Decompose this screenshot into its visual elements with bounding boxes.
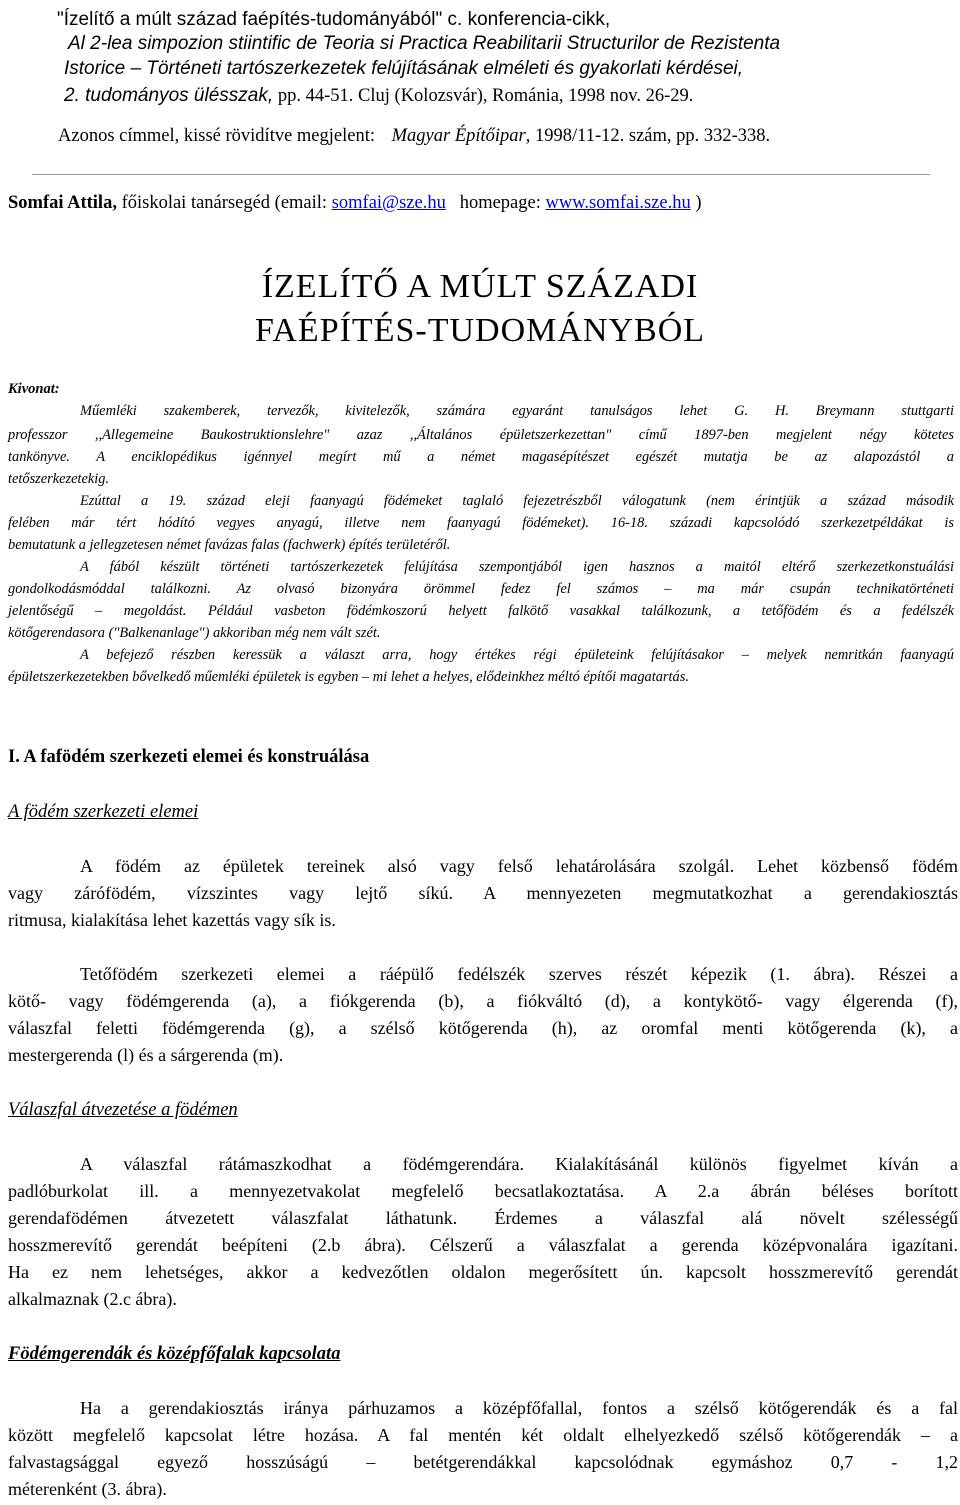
paragraph-line: gerendafödémen átvezetett válaszfalat láthatunk. Érdemes a válaszfal alá növelt szélességű bbox=[8, 1208, 958, 1228]
paragraph-line: padlóburkolat ill. a mennyezetvakolat megfelelő becsatlakoztatása. A 2.a ábrán béléses borított bbox=[8, 1181, 958, 1201]
paragraph-line: válaszfal feletti födémgerenda (g), a szélső kötőgerenda (h), az oromfal menti kötőgerenda (k), a bbox=[8, 1018, 958, 1038]
abstract-line: Műemléki szakemberek, tervezők, kivitelezők, számára egyaránt tanulságos lehet G. H. Breymann stuttgarti bbox=[80, 403, 954, 419]
header-divider bbox=[32, 174, 930, 175]
paragraph-line: ritmusa, kialakítása lehet kazettás vagy sík is. bbox=[8, 910, 336, 930]
abstract-line: bemutatunk a jellegzetesen német favázas falas (fachwerk) építés területéről. bbox=[8, 537, 451, 553]
abstract-line: Ezúttal a 19. század eleji faanyagú födémeket taglaló fejezetrészből válogatunk (nem érintjük a század második bbox=[80, 493, 954, 509]
subsection-heading: Válaszfal átvezetése a födémen bbox=[8, 1100, 238, 1120]
citation-venue: pp. 44-51. Cluj (Kolozsvár), Románia, 1998 nov. 26-29. bbox=[277, 86, 694, 106]
section-heading: I. A fafödém szerkezeti elemei és konstruálása bbox=[8, 747, 370, 767]
citation-line-2: Al 2-lea simpozion stiintific de Teoria si Practica Reabilitarii Structurilor de Rezistenta bbox=[68, 33, 781, 54]
abstract-line: jelentőségű – megoldást. Például vasbeton födémkoszorú helyett falkötő vasakkal találkozunk, a tetőfödém és a fedélszék bbox=[8, 603, 954, 619]
citation-line-3: Istorice – Történeti tartószerkezetek felújításának elméleti és gyakorlati kérdései, bbox=[64, 58, 744, 79]
paper-title-line-2: FAÉPÍTÉS-TUDOMÁNYBÓL bbox=[254, 312, 706, 349]
author-role: főiskolai tanársegéd (email: bbox=[116, 193, 332, 213]
journal-name: Magyar Építőipar bbox=[391, 126, 526, 146]
paragraph-line: vagy zárófödém, vízszintes vagy lejtő síkú. A mennyezeten megmutatkozhat a gerendakiosztás bbox=[8, 883, 958, 903]
abstract-line: felében már tért hódító vegyes anyagú, illetve nem faanyagú födémeket). 16-18. századi kapcsolódó szerkezetpéldákat is bbox=[8, 515, 954, 531]
author-line bbox=[8, 193, 702, 214]
republished-prefix: Azonos címmel, kissé rövidítve megjelent: bbox=[58, 126, 380, 146]
abstract-line: A fából készült történeti tartószerkezetek felújítása szempontjából igen hasznos a maitól eltérő szerkezetkonstuálási bbox=[80, 559, 954, 575]
republished-line bbox=[58, 126, 770, 147]
paragraph-line: Ha ez nem lehetséges, akkor a kedvezőtlen oldalon megerősített ún. kapcsolt hosszmerevítő gerendát bbox=[8, 1262, 958, 1282]
paragraph-line: hosszmerevítő gerendát beépíteni (2.b ábra). Célszerű a válaszfalat a gerenda középvonalára igazítani. bbox=[8, 1235, 958, 1255]
homepage-link[interactable]: www.somfai.sze.hu bbox=[545, 193, 691, 213]
paragraph-line: méterenként (3. ábra). bbox=[8, 1479, 167, 1499]
abstract-line: gondolkodásmóddal találkozni. Az olvasó bizonyára örömmel fedez fel számos – ma már csupán technikatörténeti bbox=[8, 581, 954, 597]
abstract-line: kötőgerendasora ("Balkenanlage") akkoriban még nem vált szét. bbox=[8, 625, 381, 641]
paragraph-line: A válaszfal rátámaszkodhat a födémgerendára. Kialakításánál különös figyelmet kíván a bbox=[80, 1154, 958, 1174]
paragraph-line: között megfelelő kapcsolat létre hozása. A fal mentén két oldalt elhelyezkedő szélső kötőgerendák – a bbox=[8, 1425, 958, 1445]
paper-title-line-1: ÍZELÍTŐ A MÚLT SZÁZADI bbox=[261, 268, 699, 305]
homepage-label: homepage: bbox=[445, 193, 546, 213]
paragraph-line: Tetőfödém szerkezeti elemei a ráépülő fedélszék szerves részét képezik (1. ábra). Részei a bbox=[80, 964, 958, 984]
abstract-line: tankönyve. A enciklopédikus igénnyel megírt mű a német magasépítészet egészét mutatja be az alapozástól a bbox=[8, 449, 954, 465]
paragraph-line: kötő- vagy födémgerenda (a), a fiókgerenda (b), a fiókváltó (d), a kontykötő- vagy élgerenda (f), bbox=[8, 991, 958, 1011]
paragraph-line: Ha a gerendakiosztás iránya párhuzamos a középfőfallal, fontos a szélső kötőgerendák és a fal bbox=[80, 1398, 958, 1418]
abstract-line: épületszerkezetekben bővelkedő műemléki épületek is egyben – mi lehet a helyes, elődeinkhez méltó építői magatartás. bbox=[8, 669, 689, 685]
subsection-heading: Födémgerendák és középfőfalak kapcsolata bbox=[8, 1344, 341, 1364]
subsection-heading: A födém szerkezeti elemei bbox=[8, 802, 199, 822]
paragraph-line: mestergerenda (l) és a sárgerenda (m). bbox=[8, 1045, 284, 1065]
republished-issue: , 1998/11-12. szám, pp. 332-338. bbox=[525, 126, 771, 146]
abstract-label: Kivonat: bbox=[8, 381, 60, 397]
abstract-line: tetőszerkezetekig. bbox=[8, 471, 110, 487]
paragraph-line: alkalmaznak (2.c ábra). bbox=[8, 1289, 177, 1309]
abstract-line: professzor ,,Allegemeine Baukostruktionslehre" azaz ,,Általános épületszerkezettan" című 1897-ben megjelent négy kötetes bbox=[8, 427, 954, 443]
author-name: Somfai Attila, bbox=[8, 193, 117, 213]
paragraph-line: falvastagsággal egyező hosszúságú – betétgerendákkal kapcsolódnak egymáshoz 0,7 - 1,2 bbox=[8, 1452, 958, 1472]
email-link[interactable]: somfai@sze.hu bbox=[331, 193, 446, 213]
author-close: ) bbox=[690, 193, 702, 213]
abstract-line: A befejező részben keressük a választ arra, hogy értékes régi épületeink felújításakor – melyek nemritkán faanyagú bbox=[80, 647, 954, 663]
paragraph-line: A födém az épületek tereinek alsó vagy felső lehatárolására szolgál. Lehet közbenső födém bbox=[80, 856, 958, 876]
citation-session: 2. tudományos ülésszak, bbox=[64, 85, 274, 106]
citation-line-1: "Ízelítő a múlt század faépítés-tudományából" c. konferencia-cikk, bbox=[57, 9, 611, 30]
citation-line-4 bbox=[64, 84, 693, 108]
